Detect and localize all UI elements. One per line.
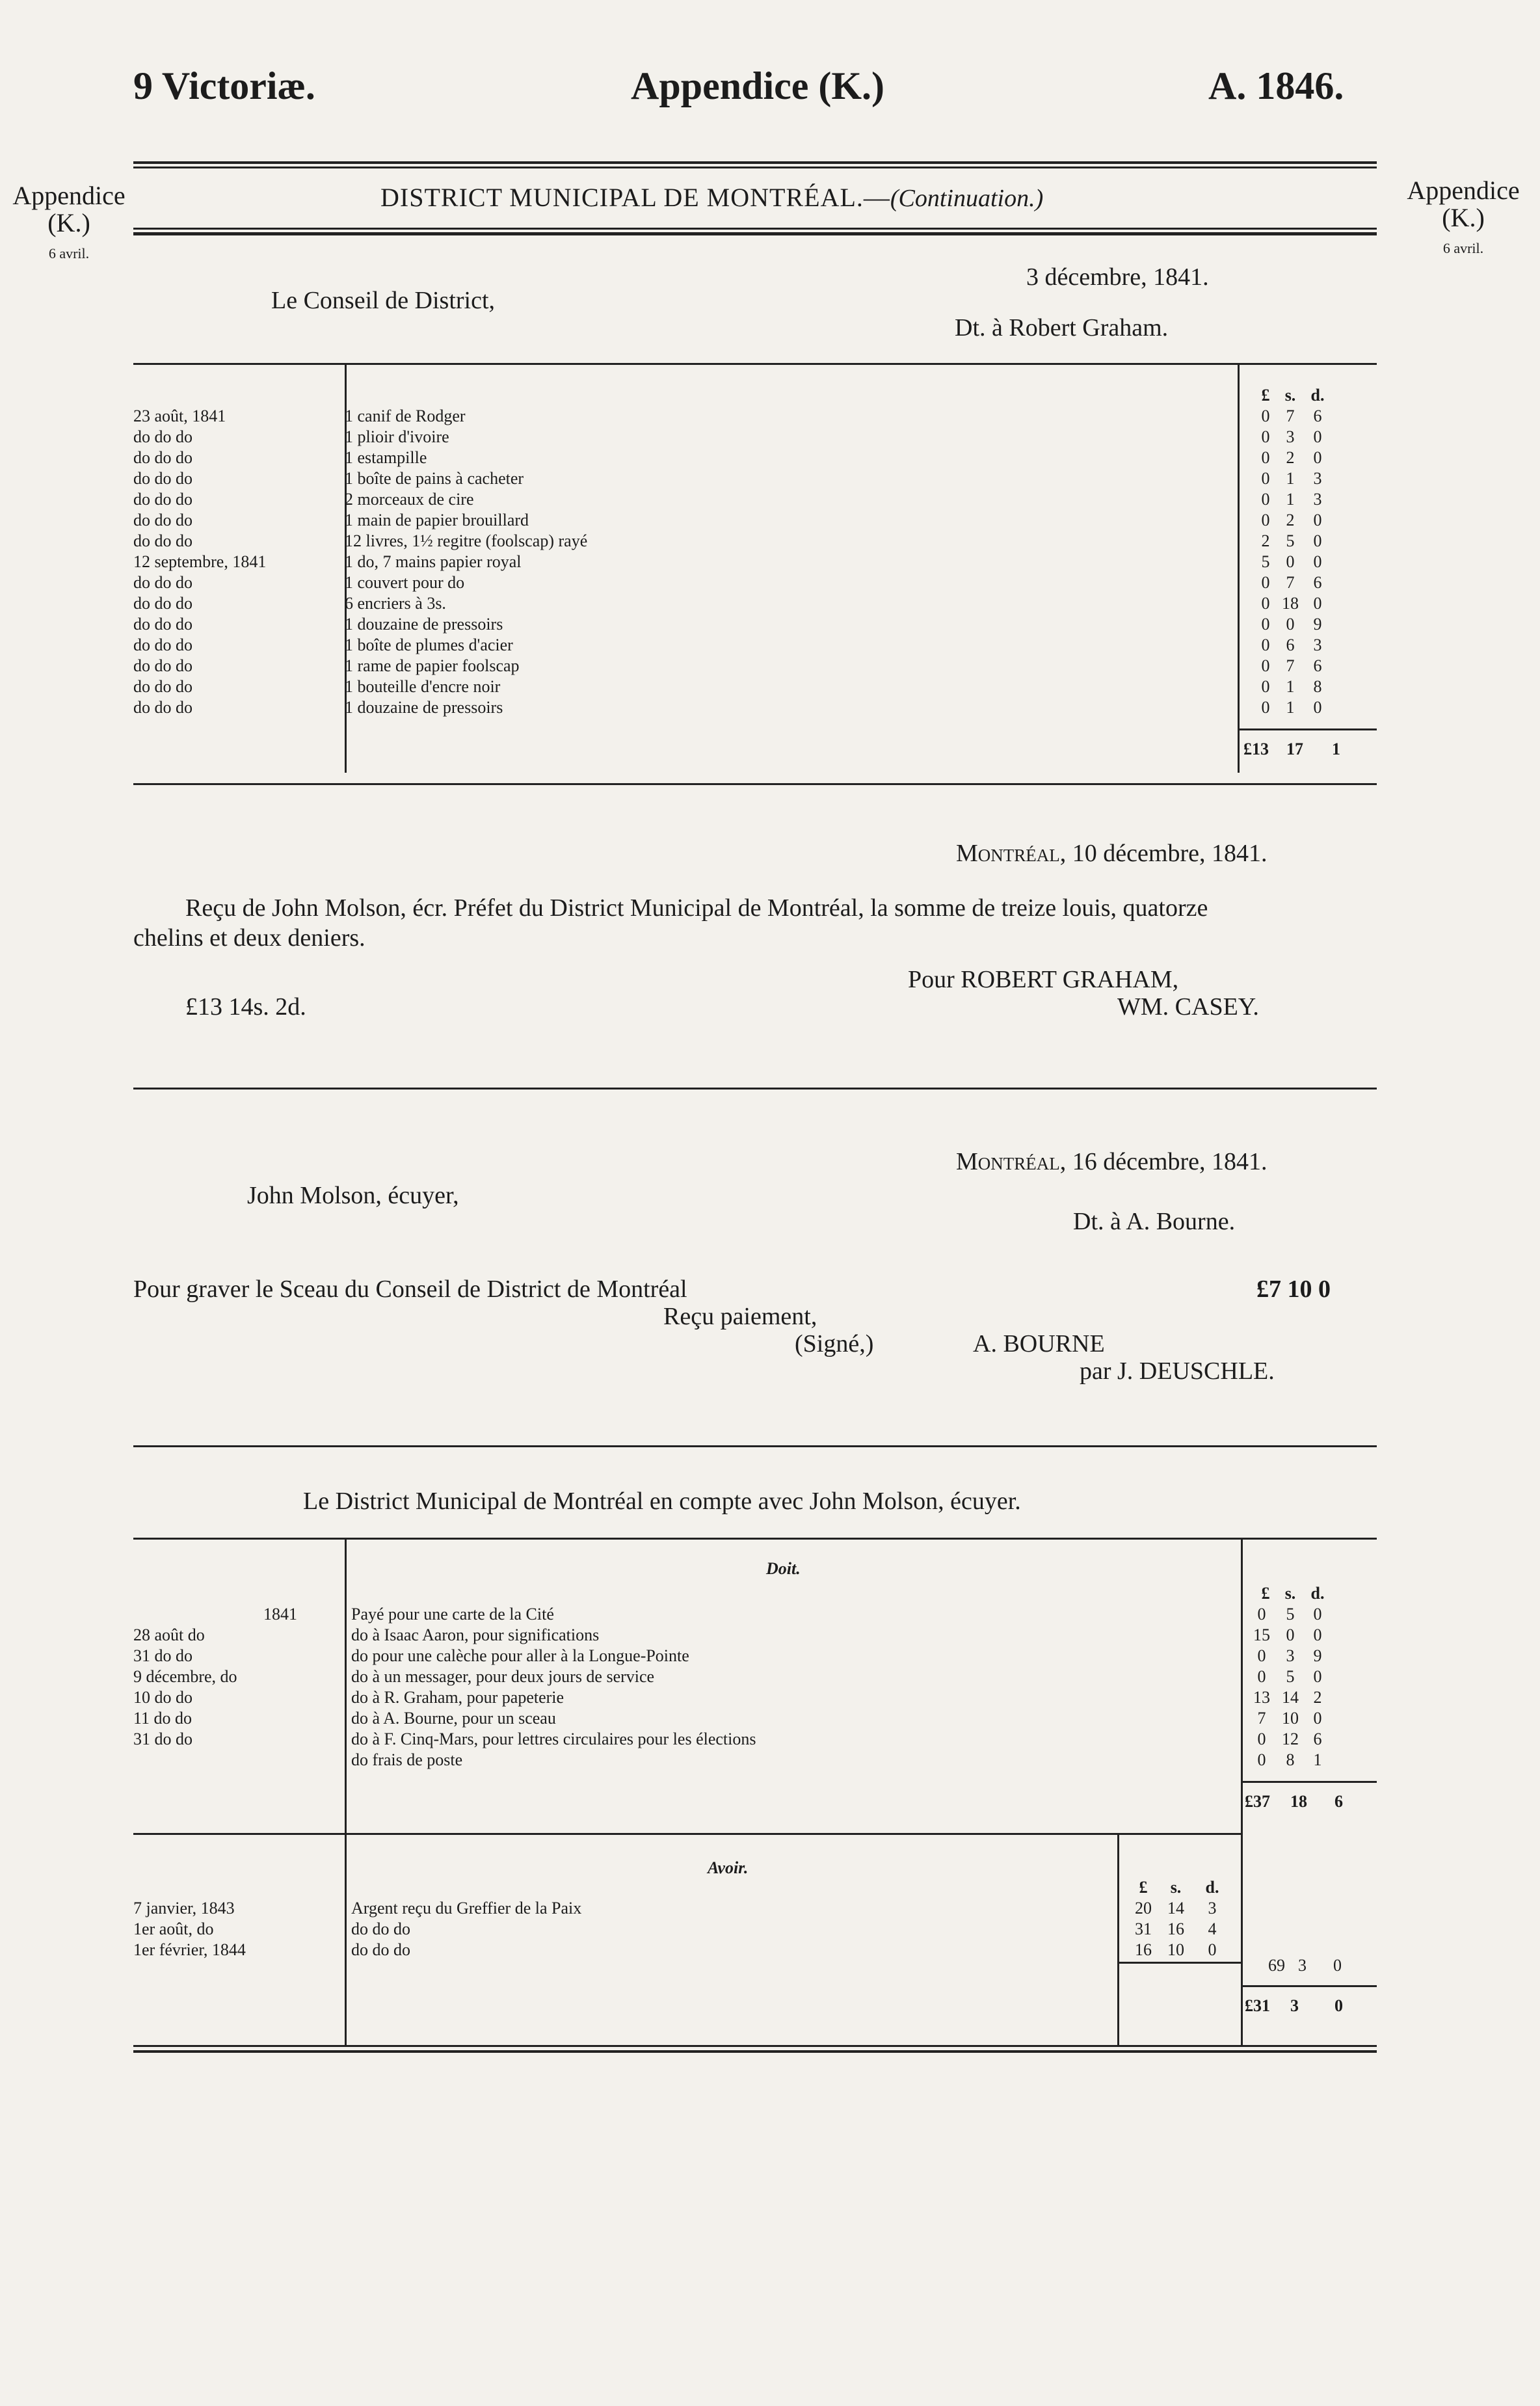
receipt1-place-date <box>956 839 1267 868</box>
pence-cell: 6 <box>1313 656 1322 675</box>
shillings-cell: 1 <box>1286 677 1295 696</box>
head-rule-top-2 <box>133 167 1377 168</box>
pounds-cell: 0 <box>1261 407 1270 425</box>
receipt2-amount: £7 10 0 <box>1256 1276 1331 1303</box>
account2-year: 1841 <box>263 1605 297 1624</box>
credit-sum-rule <box>1117 1962 1241 1964</box>
account1-item: 12 livres, 1½ regitre (foolscap) rayé <box>345 531 588 550</box>
account1-item: 1 plioir d'ivoire <box>345 427 449 446</box>
pounds-cell: 0 <box>1261 677 1270 696</box>
account1-item: 1 main de papier brouillard <box>345 511 529 529</box>
credit-sub-divider <box>1117 1833 1119 2045</box>
pence-cell: 6 <box>1313 407 1322 425</box>
shillings-cell: 0 <box>1286 552 1295 571</box>
account1-item: 1 couvert pour do <box>345 573 465 592</box>
running-head-right: A. 1846. <box>1208 64 1344 107</box>
shillings-cell: 14 <box>1282 1688 1299 1707</box>
debit-date-cell: 11 do do <box>133 1709 192 1728</box>
pound-head: £ <box>1139 1878 1148 1897</box>
pounds-cell: 0 <box>1261 635 1270 654</box>
pounds-cell: 0 <box>1261 427 1270 446</box>
account1-pence <box>1306 406 1329 718</box>
receipt2-signer: A. BOURNE <box>973 1330 1105 1357</box>
pence-cell: 3 <box>1313 635 1322 654</box>
shillings-cell: 2 <box>1286 511 1295 529</box>
shillings-cell: 7 <box>1286 656 1295 675</box>
shillings-cell: 7 <box>1286 573 1295 592</box>
account2-money-divider <box>1241 1538 1243 2045</box>
pounds-cell: 16 <box>1135 1940 1152 1959</box>
debit-date-cell: 9 décembre, do <box>133 1667 237 1686</box>
pence-cell: 0 <box>1208 1940 1217 1959</box>
account2-debit-pence <box>1306 1604 1329 1771</box>
account1-debtor: Dt. à Robert Graham. <box>955 314 1169 341</box>
balance-shillings: 3 <box>1290 1996 1299 2015</box>
debit-total-pounds: £37 <box>1245 1792 1270 1811</box>
pounds-cell: 0 <box>1261 698 1270 717</box>
account1-item: 6 encriers à 3s. <box>345 594 446 613</box>
shilling-head: s. <box>1170 1878 1182 1897</box>
margin-note-left <box>4 182 134 261</box>
account1-date-cell: do do do <box>133 594 192 613</box>
account1-item: 2 morceaux de cire <box>345 490 474 509</box>
pounds-cell: 0 <box>1257 1667 1266 1686</box>
account1-date-cell: do do do <box>133 573 192 592</box>
debit-date-cell: 10 do do <box>133 1688 192 1707</box>
credit-item: Argent reçu du Greffier de la Paix <box>351 1899 582 1918</box>
pounds-cell: 0 <box>1257 1750 1266 1769</box>
account2-credit-shillings <box>1164 1898 1188 1960</box>
account1-item: 1 boîte de pains à cacheter <box>345 469 524 488</box>
pence-cell: 9 <box>1313 615 1322 634</box>
shillings-cell: 3 <box>1286 1646 1295 1665</box>
pounds-cell: 0 <box>1261 490 1270 509</box>
account1-item: 1 rame de papier foolscap <box>345 656 520 675</box>
balance-rule <box>1241 1985 1377 1987</box>
margin-note-label: Appendice <box>1407 176 1520 205</box>
receipt2-place-date <box>956 1147 1267 1176</box>
running-head-left: 9 Victoriæ. <box>133 64 315 107</box>
pound-head: £ <box>1261 1584 1270 1603</box>
pounds-cell: 0 <box>1261 615 1270 634</box>
pounds-cell: 0 <box>1257 1730 1266 1748</box>
account1-item: 1 boîte de plumes d'acier <box>345 635 513 654</box>
account1-date-cell: do do do <box>133 469 192 488</box>
credit-date-cell: 7 janvier, 1843 <box>133 1899 235 1918</box>
debit-item: do à un messager, pour deux jours de service <box>351 1667 655 1686</box>
shillings-cell: 12 <box>1282 1730 1299 1748</box>
pounds-cell: 0 <box>1261 656 1270 675</box>
pence-head: d. <box>1205 1878 1219 1897</box>
account1-date-cell: do do do <box>133 427 192 446</box>
account2-col-divider <box>345 1538 347 2045</box>
shilling-head: s. <box>1284 1584 1296 1603</box>
account2-top-rule <box>133 1538 1377 1540</box>
credit-sum-pence: 0 <box>1333 1956 1342 1975</box>
account1-total-rule <box>1238 728 1377 730</box>
balance-pence: 0 <box>1334 1996 1343 2015</box>
pounds-cell: 0 <box>1261 573 1270 592</box>
receipt2-city: Montréal, <box>956 1148 1067 1175</box>
receipt2-signed: (Signé,) <box>795 1330 874 1357</box>
shillings-cell: 10 <box>1282 1709 1299 1728</box>
pence-cell: 9 <box>1313 1646 1322 1665</box>
margin-note-date: 6 avril. <box>48 245 90 261</box>
debit-item: Payé pour une carte de la Cité <box>351 1605 554 1624</box>
account1-item: 1 do, 7 mains papier royal <box>345 552 522 571</box>
account1-date: 3 décembre, 1841. <box>1026 263 1209 291</box>
title-rule-2 <box>133 232 1377 235</box>
pence-cell: 0 <box>1313 594 1322 613</box>
pence-cell: 0 <box>1313 1625 1322 1644</box>
pence-cell: 8 <box>1313 677 1322 696</box>
credit-sum-pounds: 69 <box>1268 1956 1285 1975</box>
debit-item: do à R. Graham, pour papeterie <box>351 1688 564 1707</box>
account1-pounds <box>1254 406 1277 718</box>
margin-note-right <box>1398 177 1528 256</box>
pence-cell: 3 <box>1208 1899 1217 1918</box>
account2-credit-items <box>351 1898 581 1960</box>
account1-date-cell: do do do <box>133 698 192 717</box>
debit-item: do à A. Bourne, pour un sceau <box>351 1709 556 1728</box>
shillings-cell: 1 <box>1286 698 1295 717</box>
account2-debit-items <box>351 1604 756 1771</box>
pence-cell: 4 <box>1208 1919 1217 1938</box>
pence-cell: 0 <box>1313 1605 1322 1624</box>
account2-credit-head: Avoir. <box>708 1858 749 1877</box>
receipt2-date: 16 décembre, 1841. <box>1072 1148 1268 1175</box>
receipt1-bottom-rule <box>133 1088 1377 1089</box>
pence-cell: 0 <box>1313 698 1322 717</box>
shillings-cell: 2 <box>1286 448 1295 467</box>
account1-date-cell: do do do <box>133 615 192 634</box>
account1-items <box>345 406 587 718</box>
debit-total-shillings: 18 <box>1290 1792 1307 1811</box>
account2-credit-pounds <box>1132 1898 1155 1960</box>
shillings-cell: 1 <box>1286 490 1295 509</box>
shillings-cell: 0 <box>1286 615 1295 634</box>
pence-cell: 6 <box>1313 1730 1322 1748</box>
margin-note-label: Appendice <box>12 181 126 210</box>
account1-item: 1 estampille <box>345 448 427 467</box>
account1-total-shillings: 17 <box>1286 740 1303 758</box>
account2-bottom-rule <box>133 2045 1377 2047</box>
account1-item: 1 bouteille d'encre noir <box>345 677 501 696</box>
title-rule <box>133 228 1377 230</box>
debit-item: do à F. Cinq-Mars, pour lettres circulaires pour les élections <box>351 1730 756 1748</box>
pence-head: d. <box>1310 1584 1325 1603</box>
account1-item: 1 douzaine de pressoirs <box>345 615 503 634</box>
receipt2-item: Pour graver le Sceau du Conseil de District de Montréal <box>133 1276 687 1303</box>
shilling-head: s. <box>1284 386 1296 405</box>
receipt1-text-line1: Reçu de John Molson, écr. Préfet du District Municipal de Montréal, la somme de treize louis, quatorze <box>185 894 1208 922</box>
account1-date-cell: do do do <box>133 511 192 529</box>
account2-title: Le District Municipal de Montréal en compte avec John Molson, écuyer. <box>303 1488 1021 1515</box>
shillings-cell: 18 <box>1282 594 1299 613</box>
account1-total-pounds: £13 <box>1243 740 1269 758</box>
debit-date-cell: 31 do do <box>133 1730 192 1748</box>
receipt2-debtor: Dt. à A. Bourne. <box>1073 1208 1236 1235</box>
pounds-cell: 31 <box>1135 1919 1152 1938</box>
receipt2-per: par J. DEUSCHLE. <box>1080 1357 1275 1385</box>
balance-pounds: £31 <box>1245 1996 1270 2015</box>
margin-note-letter: (K.) <box>1442 203 1485 232</box>
debit-date-cell: 31 do do <box>133 1646 192 1665</box>
account1-item: 1 douzaine de pressoirs <box>345 698 503 717</box>
pounds-cell: 13 <box>1253 1688 1270 1707</box>
pounds-cell: 5 <box>1261 552 1270 571</box>
account1-date-cell: do do do <box>133 635 192 654</box>
receipt1-signer-line1: Pour ROBERT GRAHAM, <box>908 966 1179 993</box>
receipt2-bottom-rule <box>133 1445 1377 1447</box>
pence-cell: 0 <box>1313 427 1322 446</box>
receipt1-city: Montréal, <box>956 840 1067 867</box>
account1-shillings <box>1279 406 1302 718</box>
account2-bottom-rule-2 <box>133 2050 1377 2053</box>
account1-date-cell: do do do <box>133 448 192 467</box>
section-title-continuation: (Continuation.) <box>890 185 1044 212</box>
debit-total-pence: 6 <box>1334 1792 1343 1811</box>
shillings-cell: 7 <box>1286 407 1295 425</box>
pounds-cell: 2 <box>1261 531 1270 550</box>
account1-date-cell: 12 septembre, 1841 <box>133 552 267 571</box>
shillings-cell: 1 <box>1286 469 1295 488</box>
account2-debit-shillings <box>1279 1604 1302 1771</box>
account1-money-divider <box>1238 363 1240 773</box>
debit-item: do pour une calèche pour aller à la Longue-Pointe <box>351 1646 689 1665</box>
account2-credit-dates <box>133 1898 246 1960</box>
pounds-cell: 0 <box>1257 1605 1266 1624</box>
pounds-cell: 15 <box>1253 1625 1270 1644</box>
pence-cell: 3 <box>1313 469 1322 488</box>
shillings-cell: 10 <box>1167 1940 1184 1959</box>
debit-total-rule <box>1241 1781 1377 1783</box>
account1-dates <box>133 406 266 718</box>
account1-top-rule <box>133 363 1377 365</box>
credit-top-rule <box>133 1833 1241 1835</box>
pence-cell: 0 <box>1313 1667 1322 1686</box>
receipt1-amount: £13 14s. 2d. <box>185 993 306 1021</box>
pence-cell: 0 <box>1313 1709 1322 1728</box>
credit-sum-shillings: 3 <box>1298 1956 1307 1975</box>
receipt1-text-line2: chelins et deux deniers. <box>133 924 365 952</box>
account1-item: 1 canif de Rodger <box>345 407 466 425</box>
margin-note-date: 6 avril. <box>1442 240 1484 256</box>
account1-date-cell: 23 août, 1841 <box>133 407 226 425</box>
pounds-cell: 7 <box>1257 1709 1266 1728</box>
pounds-cell: 0 <box>1261 594 1270 613</box>
running-head-center: Appendice (K.) <box>631 64 884 107</box>
credit-item: do do do <box>351 1940 410 1959</box>
debit-date-cell: 28 août do <box>133 1625 205 1644</box>
receipt2-received: Reçu paiement, <box>663 1303 817 1330</box>
account1-addressee: Le Conseil de District, <box>271 287 496 314</box>
pence-cell: 0 <box>1313 511 1322 529</box>
account1-date-cell: do do do <box>133 490 192 509</box>
shillings-cell: 8 <box>1286 1750 1295 1769</box>
debit-item: do frais de poste <box>351 1750 463 1769</box>
account1-bottom-rule <box>133 783 1377 785</box>
head-rule-top <box>133 161 1377 164</box>
shillings-cell: 5 <box>1286 1667 1295 1686</box>
receipt1-signer-line2: WM. CASEY. <box>1117 993 1259 1021</box>
section-title <box>380 182 1043 213</box>
pounds-cell: 0 <box>1257 1646 1266 1665</box>
margin-note-letter: (K.) <box>47 208 90 237</box>
credit-item: do do do <box>351 1919 410 1938</box>
section-title-main: DISTRICT MUNICIPAL DE MONTRÉAL.— <box>380 183 890 212</box>
account2-debit-dates <box>133 1625 237 1750</box>
pence-head: d. <box>1310 386 1325 405</box>
pence-cell: 1 <box>1313 1750 1322 1769</box>
credit-date-cell: 1er août, do <box>133 1919 214 1938</box>
pence-cell: 6 <box>1313 573 1322 592</box>
shillings-cell: 3 <box>1286 427 1295 446</box>
account2-debit-pounds <box>1250 1604 1273 1771</box>
account1-date-cell: do do do <box>133 677 192 696</box>
shillings-cell: 0 <box>1286 1625 1295 1644</box>
pounds-cell: 0 <box>1261 448 1270 467</box>
account1-total-pence: 1 <box>1332 740 1340 758</box>
shillings-cell: 5 <box>1286 531 1295 550</box>
pounds-cell: 20 <box>1135 1899 1152 1918</box>
shillings-cell: 5 <box>1286 1605 1295 1624</box>
pounds-cell: 0 <box>1261 469 1270 488</box>
pence-cell: 0 <box>1313 552 1322 571</box>
pounds-cell: 0 <box>1261 511 1270 529</box>
shillings-cell: 14 <box>1167 1899 1184 1918</box>
shillings-cell: 6 <box>1286 635 1295 654</box>
pence-cell: 2 <box>1313 1688 1322 1707</box>
pence-cell: 3 <box>1313 490 1322 509</box>
account1-date-cell: do do do <box>133 531 192 550</box>
pence-cell: 0 <box>1313 531 1322 550</box>
shillings-cell: 16 <box>1167 1919 1184 1938</box>
pence-cell: 0 <box>1313 448 1322 467</box>
account2-debit-head: Doit. <box>766 1559 801 1578</box>
account1-date-cell: do do do <box>133 656 192 675</box>
credit-date-cell: 1er février, 1844 <box>133 1940 246 1959</box>
receipt2-addressee: John Molson, écuyer, <box>247 1182 459 1209</box>
account2-credit-pence <box>1201 1898 1224 1960</box>
pound-head: £ <box>1261 386 1270 405</box>
debit-item: do à Isaac Aaron, pour significations <box>351 1625 600 1644</box>
receipt1-date: 10 décembre, 1841. <box>1072 840 1268 867</box>
